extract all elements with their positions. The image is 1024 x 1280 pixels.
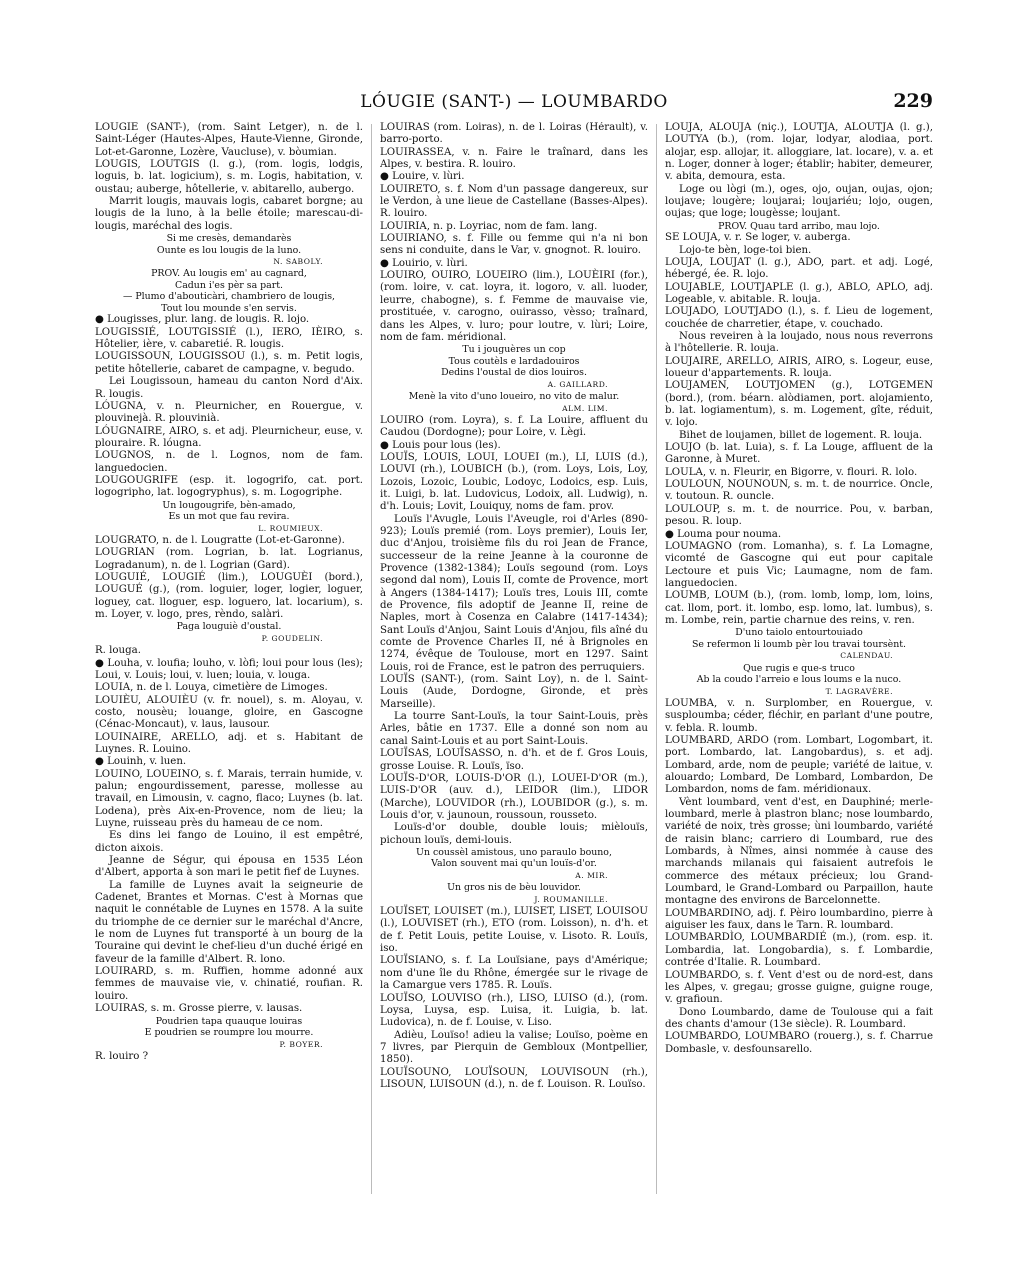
dictionary-entry: LOULA, v. n. Fleurir, en Bigorre, v. flouri. R. lolo.	[665, 466, 918, 478]
column-left	[95, 122, 363, 1202]
dictionary-entry: LOUIRETO, s. f. Nom d'un passage dangereux, sur le Verdon, à une lieue de Castellane (Basses-Alpes). R. louiro.	[380, 183, 648, 220]
dictionary-entry: LOUMBARDÌO, LOUMBARDIÉ (m.), (rom. esp. it. Lombardia, lat. Longobardia), s. f. Lombardie, contrée d'Italie. R. Loumbard.	[665, 932, 933, 969]
citation-line: Tous coutèls e lardadouiros	[448, 355, 580, 367]
dictionary-entry: R. louga.	[95, 645, 141, 657]
citation-line: Cadun i'es pèr sa part.	[175, 279, 283, 291]
dictionary-entry: LOUINAIRE, ARELLO, adj. et s. Habitant de Luynes. R. Louino.	[95, 731, 363, 755]
dictionary-entry: LOUGRATO, n. de l. Lougratte (Lot-et-Garonne).	[95, 534, 345, 546]
citation-line: Un lougougrife, bèn-amado,	[162, 499, 296, 511]
dictionary-entry: LOUMBA, v. n. Surplomber, en Rouergue, v. susploumba; céder, fléchir, en parlant d'une poutre, v. febla. R. loumb.	[665, 697, 933, 734]
dictionary-entry: LOUIRIANO, s. f. Fille ou femme qui n'a ni bon sens ni conduite, dans le Var, v. gnognot. R. louiro.	[380, 233, 648, 257]
dictionary-entry: LOUÏS (SANT-), (rom. Saint Loy), n. de l. Saint-Louis (Aude, Dordogne, Gironde, et près Marseille).	[380, 674, 648, 710]
dictionary-entry: LOUIRO, OUIRO, LOUEIRO (lim.), LOUÈIRI (for.), (rom. loire, v. cat. loyra, it. logoro, v. all. luoder, leurre, chabogne), s. f. Femme de mauvaise vie, prostituée, v. carogno, ouirasso, vèsso; traînard, dans les Alpes, v. luro; pour loutre, v. lùri; Loire, nom de fam. méridional.	[380, 270, 648, 343]
dictionary-entry: LOUMAGNO (rom. Lomanha), s. f. La Lomagne, vicomté de Gascogne qui eut pour capitale Lectoure et puis Vic; Laumagne, nom de fam. languedocien.	[665, 540, 933, 589]
dictionary-entry: ● Louha, v. loufia; louho, v. lòfi; loui pour lous (les); Loui, v. Louis; loui, v. luen; louia, v. louga.	[95, 657, 363, 681]
dictionary-entry: ● Louinh, v. luen.	[95, 756, 187, 768]
dictionary-entry: LOUJAMEN, LOUTJOMEN (g.), LOTGEMEN (bord.), (rom. béarn. alòdiamen, port. alojamiento, b. lat. logiamentum), s. m. Logement, gîte, réduit, v. lojo.	[665, 380, 933, 429]
dictionary-entry: LOUÏSOUNO, LOUÏSOUN, LOUVISOUN (rh.), LISOUN, LUISOUN (d.), n. de f. Louison. R. Louïso.	[380, 1066, 648, 1090]
citation-line: D'uno taiolo entourtouiado	[735, 627, 863, 639]
dictionary-entry: LOUIRARD, s. m. Ruffien, homme adonné aux femmes de mauvaise vie, v. chinatié, roufian. R. louiro.	[95, 966, 363, 1002]
dictionary-entry: LOUIÈU, ALOUIÈU (v. fr. nouel), s. m. Aloyau, v. costo, nousèu; louange, gloire, en Gascogne (Cénac-Moncaut), v. laus, lausour.	[95, 694, 363, 731]
citation-line: Dedins l'oustal de dios louiros.	[441, 367, 587, 379]
dictionary-entry: LOUMBARD, ARDO (rom. Lombart, Logombart, it. port. Lombardo, lat. Langobardus), s. et adj. Lombard, arde, nom de peuple; variété de laitue, v. alouardo; Lombard, De Lombard, Lombardon, De Lombardon, noms de fam. méridionaux.	[665, 734, 933, 796]
dictionary-entry: La famille de Luynes avait la seigneurie de Cadenet, Brantes et Mornas. C'est à Mornas que naquit le connétable de Luynes en 1578. A la suite du triomphe de ce dernier sur le maréchal d'Ancre, le nom de Luynes fut transporté à un bourg de la Touraine qui devint le chef-lieu d'un duché érigé en faveur de la famille d'Albert. R. lono.	[95, 879, 363, 965]
page-number: 229	[893, 90, 933, 112]
dictionary-entry: ● Louis pour lous (les).	[380, 439, 501, 451]
dictionary-entry: LOUGISSIÉ, LOUTGISSIÉ (l.), IERO, IÈIRO, s. Hôtelier, ière, v. cabaretié. R. lougis.	[95, 326, 363, 351]
dictionary-entry: LOUINO, LOUEINO, s. f. Marais, terrain humide, v. palun; engourdissement, paresse, mollesse au travail, en Limousin, v. cagno, flaco; Luynes (b. lat. Lodena), près Aix-en-Provence, nom de lieu; la Luyne, ruisseau près du hameau de ce nom.	[95, 768, 363, 829]
citation-line: Poudrien tapa quauque louiras	[155, 1015, 303, 1027]
citation-line: Un coussèl amistous, uno paraulo bouno,	[416, 846, 612, 858]
citation-line: Valon souvent mai qu'un louïs-d'or.	[431, 858, 597, 870]
dictionary-entry: ● Louma pour nouma.	[665, 528, 782, 540]
dictionary-entry: LOUGNOS, n. de l. Lognos, nom de fam. languedocien.	[95, 450, 363, 474]
dictionary-entry: Marrit lougis, mauvais logis, cabaret borgne; au lougis de la luno, à la belle étoile; marescau-di-lougis, maréchal des logis.	[95, 196, 363, 232]
dictionary-entry: LOUGOUGRIFE (esp. it. logogrifo, cat. port. logogripho, lat. logogryphus), s. m. Logogriphe.	[95, 474, 363, 499]
dictionary-entry: Louïs-d'or double, double louis; mièlouïs, pichoun louïs, demi-louis.	[380, 822, 648, 846]
citation-line: Paga louguiè d'oustal.	[176, 621, 282, 633]
dictionary-entry: Adièu, Louïso! adieu la valise; Louïso, poème en 7 livres, par Pierquin de Gembloux (Montpellier, 1850).	[380, 1029, 648, 1066]
citation-author: ALM. LIM.	[562, 403, 608, 413]
dictionary-entry: Loge ou lògi (m.), oges, ojo, oujan, oujas, ojon; loujave; lougère; loujarai; loujariéu; lojo, ougen, oujas; que loge; lougèsse; loujant.	[665, 183, 933, 220]
dictionary-entry: LOUIRAS, s. m. Grosse pierre, v. lausas.	[95, 1003, 303, 1015]
citation-line: Tout lou mounde s'en servis.	[161, 302, 297, 314]
dictionary-entry: Dono Loumbardo, dame de Toulouse qui a fait des chants d'amour (13e siècle). R. Loumbard.	[665, 1006, 933, 1030]
running-title: LÓUGIE (SANT-) — LOUMBARDO	[360, 92, 668, 112]
dictionary-entry: LOUMB, LOUM (b.), (rom. lomb, lomp, lom, loins, cat. llom, port. it. lombo, esp. lomo, lat. lumbus), s. m. Lombe, rein, partie charnue des reins, v. ren.	[665, 590, 933, 626]
dictionary-entry: LOUÏSO, LOUVISO (rh.), LISO, LUISO (d.), (rom. Loysa, Luysa, esp. Luisa, it. Luigia, b. lat. Ludovica), n. de f. Louise, v. Liso.	[380, 992, 648, 1029]
dictionary-entry: LÓUGNAIRE, AIRO, s. et adj. Pleurnicheur, euse, v. plouraire. R. lóugna.	[95, 425, 363, 449]
dictionary-entry: LOUIRAS (rom. Loiras), n. de l. Loiras (Hérault), v. barro-porto.	[380, 122, 648, 146]
dictionary-entry: LOUGUIÉ, LOUGIÉ (lim.), LOUGUÈI (bord.), LOUGUÉ (g.), (rom. loguier, loger, logier, loguer, loguey, cat. lloguer, esp. loguero, lat. locarium), s. m. Loyer, v. logo, pres, rèndo, salàri.	[95, 571, 363, 620]
dictionary-entry: LOUGRIAN (rom. Logrian, b. lat. Logrianus, Logradanum), n. de l. Logrian (Gard).	[95, 547, 363, 571]
dictionary-entry: LOUJA, LOUJAT (l. g.), ADO, part. et adj. Logé, hébergé, ée. R. lojo.	[665, 256, 933, 281]
citation-line: Que rugis e que-s truco	[743, 662, 855, 674]
dictionary-entry: LOUJA, ALOUJA (niç.), LOUTJA, ALOUTJA (l. g.), LOUTYA (b.), (rom. lojar, lodyar, alodiaa, port. alojar, esp. allojar, it. alloggiare, lat. locare), v. a. et n. Loger, donner à loger; établir; habiter, demeurer, v. abita, demoura, esta.	[665, 122, 933, 183]
dictionary-entry: LÓUGIÉ (SANT-), (rom. Saint Letger), n. de l. Saint-Léger (Hautes-Alpes, Haute-Vienne, Gironde, Lot-et-Garonne, Lozère, Vaucluse), v. bòumian.	[95, 122, 363, 158]
citation-line: PROV. Quau tard arribo, mau lojo.	[718, 220, 880, 232]
dictionary-entry: ● Louirio, v. lùri.	[380, 257, 468, 269]
column-divider	[656, 124, 657, 1194]
citation-line: Ounte es lou lougis de la luno.	[156, 244, 302, 256]
column-middle	[380, 122, 648, 1202]
dictionary-entry: LOUMBARDO, LOUMBARO (rouerg.), s. f. Charrue Dombasle, v. desfounsarello.	[665, 1031, 933, 1055]
citation-author: L. ROUMIEUX.	[258, 523, 323, 533]
citation-author: P. BOYER.	[279, 1039, 323, 1049]
citation-author: A. GAILLARD.	[547, 379, 608, 389]
citation-author: J. ROUMANILLE.	[534, 894, 608, 904]
dictionary-entry: SE LOUJA, v. r. Se loger, v. auberga.	[665, 232, 851, 244]
dictionary-entry: Vènt loumbard, vent d'est, en Dauphiné; merle-loumbard, merle à plastron blanc; nose loumbardo, variété de noix, très grosse; ùni loumbardo, variété de raisin blanc; carriero di Loumbard, rue des Lombards, à Nîmes, ainsi nommée à cause des marchands milanais qui faisaient autrefois le commerce des métaux précieux; lou Grand-Loumbard, le Grand-Lombard ou Parpaillon, haute montagne des environs de Barcelonnette.	[665, 796, 933, 907]
page-header	[95, 92, 933, 114]
citation-line: Un gros nis de bèu louvidor.	[447, 882, 581, 894]
dictionary-entry: LOUMBARDO, s. f. Vent d'est ou de nord-est, dans les Alpes, v. gregau; grosse guigne, guigne rouge, v. grafioun.	[665, 969, 933, 1006]
dictionary-entry: La tourre Sant-Louïs, la tour Saint-Louis, près Arles, bâtie en 1737. Elle a donné son nom au canal Saint-Louis et au port Saint-Louis.	[380, 711, 648, 747]
citation-line: Si me cresès, demandarès	[166, 233, 292, 245]
dictionary-entry: LOUJABLE, LOUTJAPLE (l. g.), ABLO, APLO, adj. Logeable, v. abitable. R. louja.	[665, 281, 933, 305]
citation-line: E poudrien se roumpre lou mourre.	[144, 1027, 314, 1038]
citation-author: CALENDAU.	[840, 651, 893, 661]
dictionary-entry: LOUJADO, LOUTJADO (l.), s. f. Lieu de logement, couchée de charretier, étape, v. couchado.	[665, 306, 933, 330]
citation-line: Menè la vito d'uno loueiro, no vito de malur.	[408, 391, 620, 403]
citation-author: P. GOUDELIN.	[261, 633, 323, 643]
dictionary-entry: LOUMBARDINO, adj. f. Pèiro loumbardino, pierre à aiguiser les faux, dans le Tarn. R. loumbard.	[665, 907, 933, 932]
citation-author: T. LAGRAVÈRE.	[825, 686, 893, 696]
citation-line: Tu i jouguères un cop	[462, 344, 566, 356]
dictionary-entry: LÓUGNA, v. n. Pleurnicher, en Rouergue, v. plouvinejà. R. plouvinià.	[95, 400, 363, 425]
dictionary-entry: LOUGISSOUN, LOUGISSOU (l.), s. m. Petit logis, petite hôtellerie, cabaret de campagne, v. begudo.	[95, 351, 363, 375]
dictionary-entry: LOUIRO (rom. Loyra), s. f. La Louire, affluent du Caudou (Dordogne); pour Loire, v. Lègi.	[380, 414, 648, 439]
dictionary-entry: Louïs l'Avugle, Louis l'Aveugle, roi d'Arles (890-923); Louïs premié (rom. Loys premier), Louis Ier, duc d'Anjou, troisième fils du roi Jean de France, successeur de la reine Jeanne à la couronne de Provence (1382-1384); Louïs segound (rom. Loys segond dal nom), Louis II, comte de Provence, mort à Angers (1384-1417); Louïs tres, Louis III, comte de Provence, fils adoptif de Jeanne II, reine de Naples, mort à Cosenza en Calabre (1417-1434); Sant Louïs d'Anjou, Saint Louis d'Anjou, fils aîné du comte de Provence Charles II, né à Brignoles en 1274, évêque de Toulouse, mort en 1297. Saint Louis, roi de France, est le patron des perruquiers.	[380, 513, 648, 673]
citation-line: Se refermon li loumb pèr lou travai toursènt.	[691, 638, 906, 650]
dictionary-entry: LOUÏS-D'OR, LOUIS-D'OR (l.), LOUEI-D'OR (m.), LUIS-D'OR (auv. d.), LEIDOR (lim.), LIDOR (Marche), LOUVIDOR (rh.), LOUBIDOR (g.), s. m. Louis d'or, v. jaunoun, roussoun, rousseto.	[380, 772, 648, 821]
dictionary-entry: Jeanne de Ségur, qui épousa en 1535 Léon d'Albert, apporta à son mari le petit fief de Luynes.	[95, 855, 363, 879]
dictionary-entry: ● Louire, v. lùri.	[380, 171, 465, 183]
dictionary-entry: LOUIRIA, n. p. Loyriac, nom de fam. lang.	[380, 220, 598, 232]
dictionary-entry: LOUIA, n. de l. Louya, cimetière de Limoges.	[95, 682, 328, 694]
dictionary-entry: LOUÏSIANO, s. f. La Louïsiane, pays d'Amérique; nom d'une île du Rhône, émergée sur le rivage de la Camargue vers 1785. R. Louïs.	[380, 955, 648, 992]
column-right	[665, 122, 933, 1202]
dictionary-entry: LOUGIS, LOUTGIS (l. g.), (rom. logis, lodgis, loguis, b. lat. logicium), s. m. Logis, habitation, v. oustau; auberge, hôtellerie, v. abitarello, aubergo.	[95, 159, 363, 195]
dictionary-entry: LOUÏSET, LOUISET (m.), LUISET, LISET, LOUISOU (l.), LOUVISET (rh.), ETO (rom. Loisson), n. d'h. et de f. Petit Louis, petite Louise, v. Lisoto. R. Louïs, iso.	[380, 906, 648, 955]
dictionary-entry: LOUIRASSEA, v. n. Faire le traînard, dans les Alpes, v. bestira. R. louiro.	[380, 146, 648, 171]
citation-line: — Plumo d'abouticàri, chambriero de lougis,	[122, 291, 335, 303]
dictionary-entry: LOULOUP, s. m. t. de nourrice. Pou, v. barban, pesou. R. loup.	[665, 503, 933, 528]
dictionary-entry: LOUÏS, LOUIS, LOUI, LOUEI (m.), LI, LUIS (d.), LOUVI (rh.), LOUBICH (b.), (rom. Loys, Lois, Loy, Lozois, Lozoic, Loubic, Lodoyc, Lodoics, esp. Luis, it. Luigi, b. lat. Ludovicus, Lodoix, all. Ludwig), n. d'h. Louis; Lovit, Louiquy, noms de fam. prov.	[380, 451, 648, 513]
dictionary-entry: Es dins lei fango de Louino, il est empêtré, dicton aixois.	[95, 830, 363, 854]
dictionary-entry: ● Lougisses, plur. lang. de lougis. R. lojo.	[95, 314, 310, 326]
dictionary-entry: LOUJAIRE, ARELLO, AIRIS, AIRO, s. Logeur, euse, loueur d'appartements. R. louja.	[665, 355, 933, 380]
dictionary-entry: Lojo-te bèn, loge-toi bien.	[679, 244, 812, 256]
dictionary-entry: Bihet de loujamen, billet de logement. R. louja.	[679, 429, 923, 441]
dictionary-entry: Nous reveiren à la loujado, nous nous reverrons à l'hôtellerie. R. louja.	[665, 331, 933, 355]
dictionary-entry: LOUÏSAS, LOUÏSASSO, n. d'h. et de f. Gros Louis, grosse Louise. R. Louïs, ïso.	[380, 748, 648, 772]
citation-author: N. SABOLY.	[273, 257, 323, 267]
citation-line: PROV. Au lougis em' au cagnard,	[151, 268, 307, 280]
dictionary-entry: Lei Lougissoun, hameau du canton Nord d'Aix. R. lougis.	[95, 376, 363, 400]
column-divider	[371, 124, 372, 1194]
citation-author: A. MIR.	[575, 870, 608, 880]
citation-line: Es un mot que fau revira.	[168, 511, 290, 523]
dictionary-entry: R. louiro ?	[95, 1050, 149, 1062]
dictionary-entry: LOULOUN, NOUNOUN, s. m. t. de nourrice. Oncle, v. toutoun. R. ouncle.	[665, 479, 933, 503]
citation-line: Ab la coudo l'arreio e lous loums e la nuco.	[696, 674, 902, 686]
dictionary-entry: LOUJO (b. lat. Luia), s. f. La Louge, affluent de la Garonne, à Muret.	[665, 442, 933, 466]
